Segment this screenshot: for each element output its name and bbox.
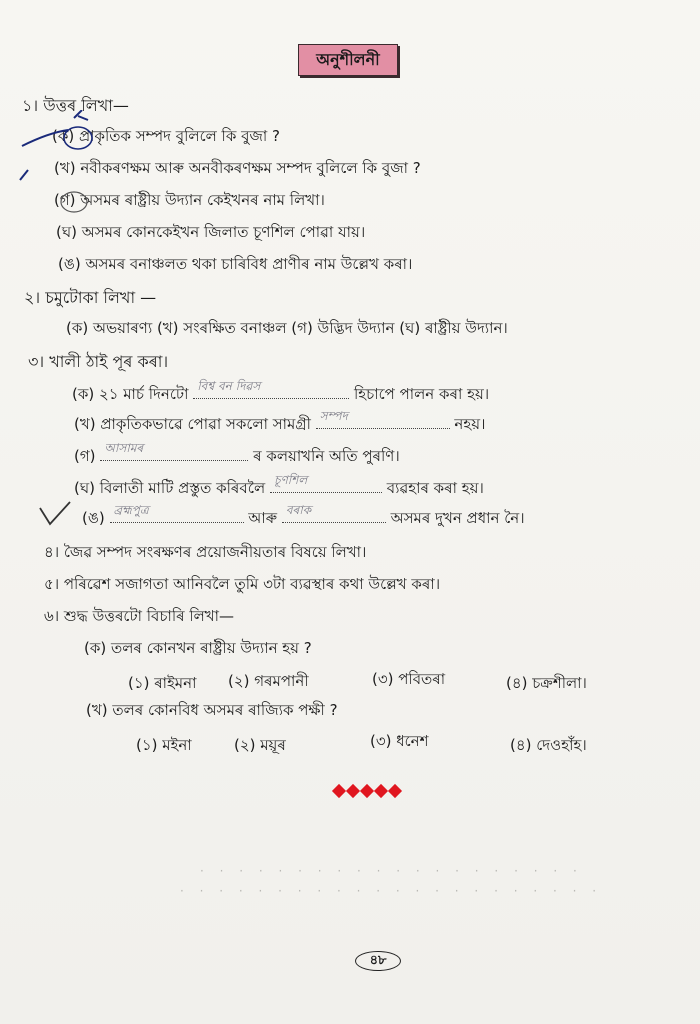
q3-ka-handwritten: বিশ্ব বন দিৱস bbox=[197, 379, 261, 393]
page-number: ৪৮ bbox=[355, 951, 401, 971]
q1-item-nga: (ঙ) অসমৰ বনাঞ্চলত থকা চাৰিবিধ প্ৰাণীৰ নাম উল্লেখ কৰা। bbox=[58, 255, 413, 273]
q1-item-kha: (খ) নবীকৰণক্ষম আৰু অনবীকৰণক্ষম সম্পদ বুলিলে কি বুজা ? bbox=[54, 159, 421, 177]
q6-b-question: (খ) তলৰ কোনবিধ অসমৰ ৰাজ্যিক পক্ষী ? bbox=[86, 701, 338, 719]
q1-item-gha: (ঘ) অসমৰ কোনকেইখন জিলাত চূণশিল পোৱা যায়। bbox=[56, 223, 366, 241]
q3-gha-prefix: (ঘ) বিলাতী মাটি প্ৰস্তুত কৰিবলৈ bbox=[74, 479, 266, 497]
q6-a-question: (ক) তলৰ কোনখন ৰাষ্ট্ৰীয় উদ্যান হয় ? bbox=[84, 639, 312, 657]
pen-tick-marks bbox=[18, 110, 108, 310]
q2-heading: ২। চমুটোকা লিখা — bbox=[24, 288, 157, 307]
decorative-diamond-divider bbox=[334, 786, 400, 796]
q3-gha-blank[interactable] bbox=[270, 473, 382, 493]
q3-kha-suffix: নহয়। bbox=[454, 415, 486, 433]
q3-gha-handwritten: চূণশিল bbox=[273, 473, 308, 487]
q3-kha-handwritten: সম্পদ bbox=[319, 409, 348, 423]
q3-nga-blank-2[interactable] bbox=[282, 503, 386, 523]
q1-item-ka: (ক) প্ৰাকৃতিক সম্পদ বুলিলে কি বুজা ? bbox=[52, 127, 280, 145]
q3-ka-suffix: হিচাপে পালন কৰা হয়। bbox=[354, 385, 490, 403]
q4-text: ৪। জৈৱ সম্পদ সংৰক্ষণৰ প্ৰয়োজনীয়তাৰ বিষয়ে লিখা। bbox=[44, 543, 367, 561]
q3-item-nga bbox=[82, 503, 525, 528]
bleed-through-marks: · · · · · · · · · · · · · · · · · · · · bbox=[200, 864, 583, 878]
q3-item-ka bbox=[72, 379, 490, 404]
q6-b-option-3[interactable]: (৩) ধনেশ bbox=[370, 732, 429, 750]
q3-item-gha bbox=[74, 473, 484, 498]
q3-nga-blank-1[interactable] bbox=[110, 503, 244, 523]
q1-item-ga: (গ) অসমৰ ৰাষ্ট্ৰীয় উদ্যান কেইখনৰ নাম লিখা। bbox=[54, 191, 325, 209]
q3-heading: ৩। খালী ঠাই পূৰ কৰা। bbox=[28, 352, 169, 371]
q3-ga-handwritten: আসামৰ bbox=[104, 441, 144, 455]
q3-nga-handwritten-2: বৰাক bbox=[285, 503, 312, 517]
q6-b-option-2[interactable]: (২) ময়ূৰ bbox=[234, 736, 286, 754]
page-title: অনুশীলনী bbox=[298, 44, 398, 76]
q6-b-option-1[interactable]: (১) মইনা bbox=[136, 736, 192, 754]
q3-item-ga bbox=[74, 441, 400, 466]
q3-ga-prefix: (গ) bbox=[74, 447, 96, 465]
q1-heading: ১। উত্তৰ লিখা— bbox=[22, 96, 129, 115]
q6-a-option-4[interactable]: (৪) চক্ৰশীলা। bbox=[506, 674, 587, 692]
q3-ka-blank[interactable] bbox=[193, 379, 349, 399]
diamond-icon bbox=[346, 784, 360, 798]
q6-heading: ৬। শুদ্ধ উত্তৰটো বিচাৰি লিখা— bbox=[44, 607, 235, 625]
q3-kha-prefix: (খ) প্ৰাকৃতিকভাৱে পোৱা সকলো সামগ্ৰী bbox=[74, 415, 311, 433]
q3-ga-suffix: ৰ কলয়াখনি অতি পুৰণি। bbox=[253, 447, 400, 465]
q3-nga-suffix: অসমৰ দুখন প্ৰধান নৈ। bbox=[390, 509, 525, 527]
diamond-icon bbox=[388, 784, 402, 798]
diamond-icon bbox=[374, 784, 388, 798]
q3-item-kha bbox=[74, 409, 486, 434]
q6-a-option-1[interactable]: (১) ৰাইমনা bbox=[128, 674, 197, 692]
q3-ga-blank[interactable] bbox=[100, 441, 248, 461]
q3-nga-prefix: (ঙ) bbox=[82, 509, 105, 527]
q3-nga-handwritten-1: ব্ৰহ্মপুত্ৰ bbox=[113, 503, 149, 517]
q3-gha-suffix: ব্যৱহাৰ কৰা হয়। bbox=[386, 479, 484, 497]
q6-a-option-3[interactable]: (৩) পবিতৰা bbox=[372, 670, 446, 688]
diamond-icon bbox=[332, 784, 346, 798]
q6-a-option-2[interactable]: (২) গৰমপানী bbox=[228, 672, 309, 690]
pen-tick-e bbox=[36, 500, 76, 534]
q2-items: (ক) অভয়াৰণ্য (খ) সংৰক্ষিত বনাঞ্চল (গ) উদ্ভিদ উদ্যান (ঘ) ৰাষ্ট্ৰীয় উদ্যান। bbox=[66, 319, 508, 337]
bleed-through-marks: · · · · · · · · · · · · · · · · · · · · · · bbox=[180, 884, 603, 898]
q6-b-option-4[interactable]: (৪) দেওহাঁহ। bbox=[510, 736, 587, 754]
q3-ka-prefix: (ক) ২১ মাৰ্চ দিনটো bbox=[72, 385, 189, 403]
q5-text: ৫। পৰিৱেশ সজাগতা আনিবলৈ তুমি ৩টা ব্যৱস্থাৰ কথা উল্লেখ কৰা। bbox=[44, 575, 441, 593]
diamond-icon bbox=[360, 784, 374, 798]
q3-nga-middle: আৰু bbox=[248, 509, 278, 527]
q3-kha-blank[interactable] bbox=[316, 409, 450, 429]
